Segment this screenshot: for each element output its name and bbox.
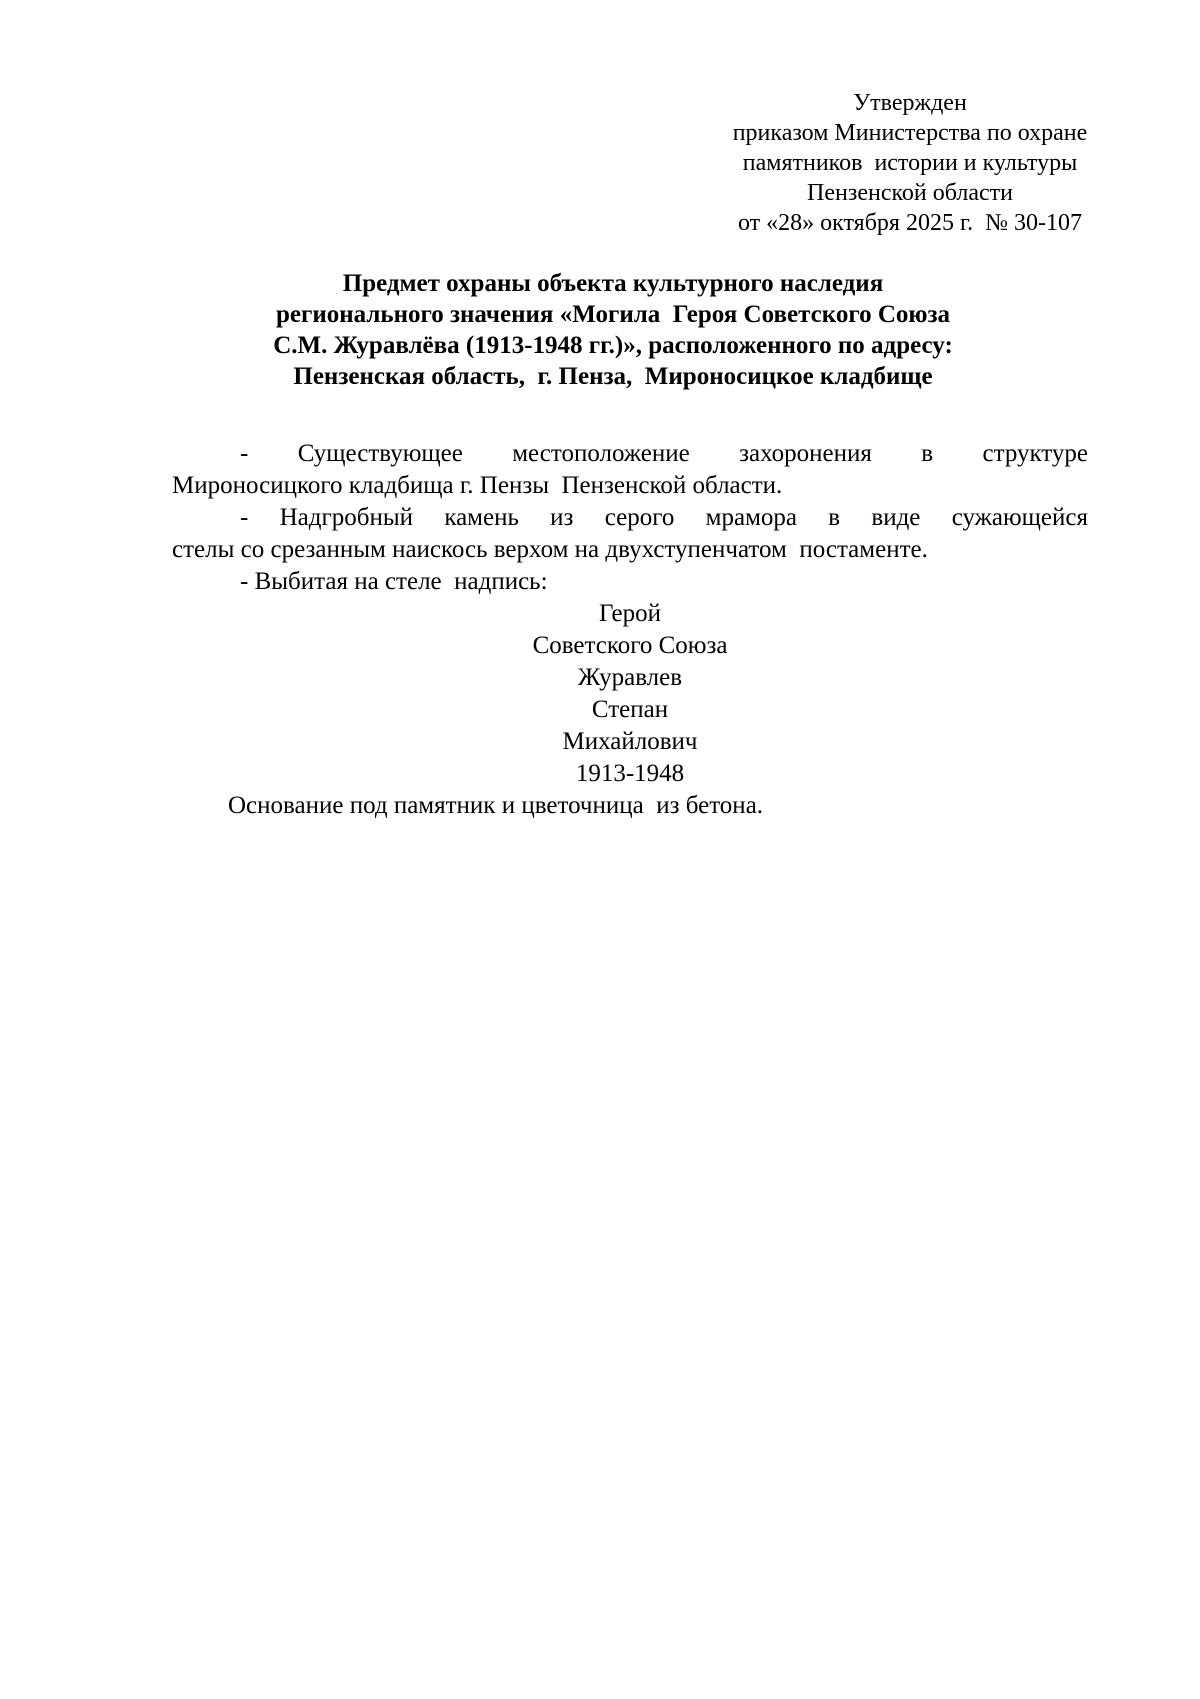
title-line-1: Предмет охраны объекта культурного наследия	[342, 270, 884, 297]
item-location-line-2: Мироносицкого кладбища г. Пензы Пензенской области.	[172, 472, 783, 499]
item-inscription-intro-line: - Выбитая на стеле надпись:	[240, 568, 548, 595]
approval-line-region: Пензенской области	[807, 180, 1013, 206]
document-title	[175, 268, 1051, 392]
title-line-2: регионального значения «Могила Героя Советского Союза	[275, 301, 951, 328]
item-location	[172, 438, 1088, 502]
approval-stamp	[690, 88, 1130, 238]
item-inscription-intro	[172, 566, 1088, 598]
inscription-line-hero: Герой	[598, 600, 662, 627]
title-line-3: С.М. Журавлёва (1913-1948 гг.)», расположенного по адресу:	[273, 332, 953, 359]
approval-line-order: приказом Министерства по охране	[732, 120, 1088, 146]
inscription-line-patronymic: Михайлович	[562, 728, 698, 755]
approval-line-ministry: памятников истории и культуры	[742, 150, 1078, 176]
item-gravestone	[172, 502, 1088, 566]
document-body	[172, 438, 1088, 822]
base-description: Основание под памятник и цветочница из бетона.	[228, 792, 764, 819]
inscription-line-years: 1913-1948	[575, 760, 685, 787]
approval-line-date-number: от «28» октября 2025 г. № 30-107	[737, 210, 1082, 236]
item-gravestone-line-1: - Надгробный камень из серого мрамора в виде сужающейся	[240, 504, 1088, 531]
inscription-line-surname: Журавлев	[577, 664, 683, 691]
inscription-line-name: Степан	[591, 696, 669, 723]
inscription-line-union: Советского Союза	[532, 632, 728, 659]
stele-inscription	[172, 598, 1088, 790]
title-line-4: Пензенская область, г. Пенза, Мироносицкое кладбище	[293, 363, 933, 390]
approval-line-approved: Утвержден	[853, 90, 967, 116]
item-gravestone-line-2: стелы со срезанным наискось верхом на двухступенчатом постаменте.	[172, 536, 928, 563]
item-location-line-1: - Существующее местоположение захоронения в структуре	[240, 440, 1088, 467]
